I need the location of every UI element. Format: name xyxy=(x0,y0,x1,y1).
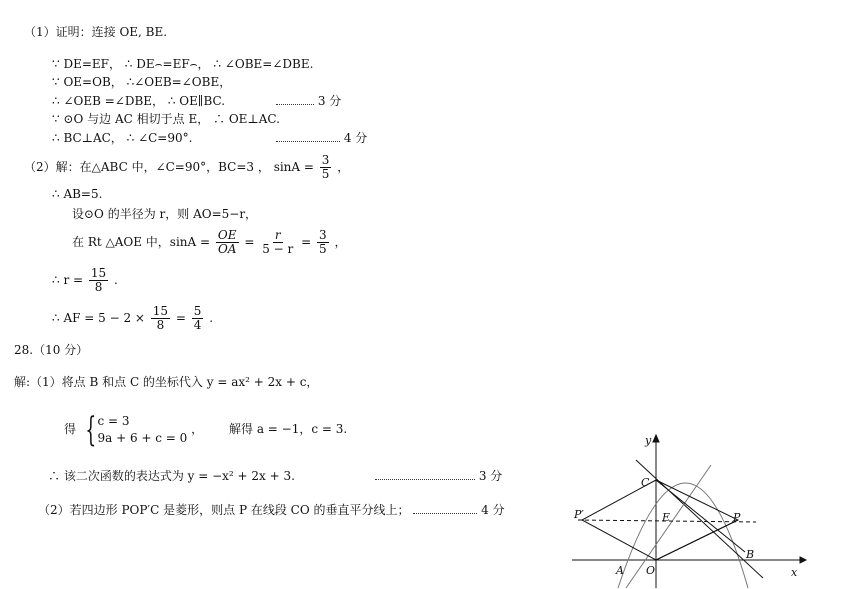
label-c: C xyxy=(641,476,650,489)
score-label: 3 分 xyxy=(317,94,342,108)
dotted-leader xyxy=(375,470,475,480)
equation-system xyxy=(80,409,188,450)
dotted-leader xyxy=(413,504,477,514)
left-brace: { xyxy=(85,409,97,450)
x-axis-arrow xyxy=(800,557,806,563)
fraction-r-5minusr: $\frac{r}{5 - r}$ xyxy=(262,228,294,256)
part2-line4: 在 Rt △AOE 中，sinA = $\frac{OE}{OA}$ = $\frac{r}{5 - r}$ = $\frac{3}{5}$ ， xyxy=(72,228,347,256)
solution-text: 解得 a = −1，c = 3. xyxy=(229,422,348,436)
coordinate-figure xyxy=(560,428,820,588)
part1-line6: ∴ BC⊥AC， ∴ ∠C=90°. xyxy=(52,131,193,145)
line-op xyxy=(626,465,711,588)
fraction-oe-oa: $\frac{OE}{OA}$ xyxy=(217,228,237,256)
part1-line4-text: ∴ ∠OEB =∠DBE， ∴ OE∥BC. xyxy=(52,94,226,108)
q28-title: 28.（10 分） xyxy=(14,343,89,357)
part1-line5: ∵ ⊙O 与边 AC 相切于点 E， ∴ OE⊥AC. xyxy=(52,112,280,126)
y-axis-arrow xyxy=(653,435,659,442)
part2-line6: ∴ AF = 5 − 2 × $\frac{15}{8}$ = $\frac{5}{4}$ . xyxy=(52,304,214,332)
part1-line1: （1）证明：连接 OE, BE. xyxy=(24,25,168,39)
part1-line4 xyxy=(52,93,225,109)
system-eq2: 9a + 6 + c = 0 xyxy=(97,430,188,445)
q28-line4: （2）若四边形 POP′C 是菱形，则点 P 在线段 CO 的垂直平分线上； 4 分 xyxy=(38,503,505,517)
label-b: B xyxy=(746,548,755,561)
part1-line2: ∵ DE=EF， ∴ DE⌢=EF⌢， ∴ ∠OBE=∠DBE. xyxy=(52,57,314,71)
dotted-leader xyxy=(276,95,314,105)
q28-line3: ∴ 该二次函数的表达式为 y = −x² + 2x + 3. xyxy=(48,469,295,483)
part1-score-3 xyxy=(276,93,341,109)
fraction-3-5: $\frac{3}{5}$ xyxy=(321,153,330,181)
fraction-3-5b: $\frac{3}{5}$ xyxy=(319,228,327,256)
part2-line1-text: （2）解：在△ABC 中，∠C=90°，BC=3 ， xyxy=(24,160,270,174)
part2-line2: ∴ AB=5. xyxy=(52,187,103,201)
label-x-axis: x xyxy=(791,566,798,579)
score-label: 4 分 xyxy=(343,131,368,145)
parabola xyxy=(618,483,748,588)
fraction-5-4: $\frac{5}{4}$ xyxy=(193,304,202,332)
system-eq1: c = 3 xyxy=(97,413,130,428)
q28-line2: 得 { c = 3 9a + 6 + c = 0 ， 解得 a = −1，c = 3. xyxy=(64,409,348,450)
label-y-axis: y xyxy=(645,434,652,447)
label-p: P xyxy=(733,511,741,524)
rhombus xyxy=(582,480,738,560)
dotted-leader xyxy=(276,132,340,142)
part1-score-4 xyxy=(276,130,367,146)
fraction-15-8: $\frac{15}{8}$ xyxy=(90,266,107,294)
label-o: O xyxy=(646,564,656,577)
score-label: 4 分 xyxy=(481,503,505,517)
part2-line3: 设⊙O 的半径为 r，则 AO=5−r， xyxy=(72,207,258,221)
score-label: 3 分 xyxy=(478,469,503,483)
q28-line1: 解:（1）将点 B 和点 C 的坐标代入 y = ax² + 2x + c， xyxy=(14,375,319,389)
part2-line1: （2）解：在△ABC 中，∠C=90°，BC=3 ， sinA = $\frac{3}{5}$ ， xyxy=(24,153,350,181)
q28-score-3 xyxy=(375,468,502,484)
part2-line5: ∴ r = $\frac{15}{8}$ . xyxy=(52,266,118,294)
fraction-15-8b: $\frac{15}{8}$ xyxy=(152,304,169,332)
label-p-prime: P′ xyxy=(574,508,584,521)
sin-label: sinA = xyxy=(273,160,314,174)
part1-line3: ∵ OE=OB， ∴∠OEB=∠OBE， xyxy=(52,75,232,89)
label-e: E xyxy=(662,511,671,524)
label-a: A xyxy=(616,564,624,577)
